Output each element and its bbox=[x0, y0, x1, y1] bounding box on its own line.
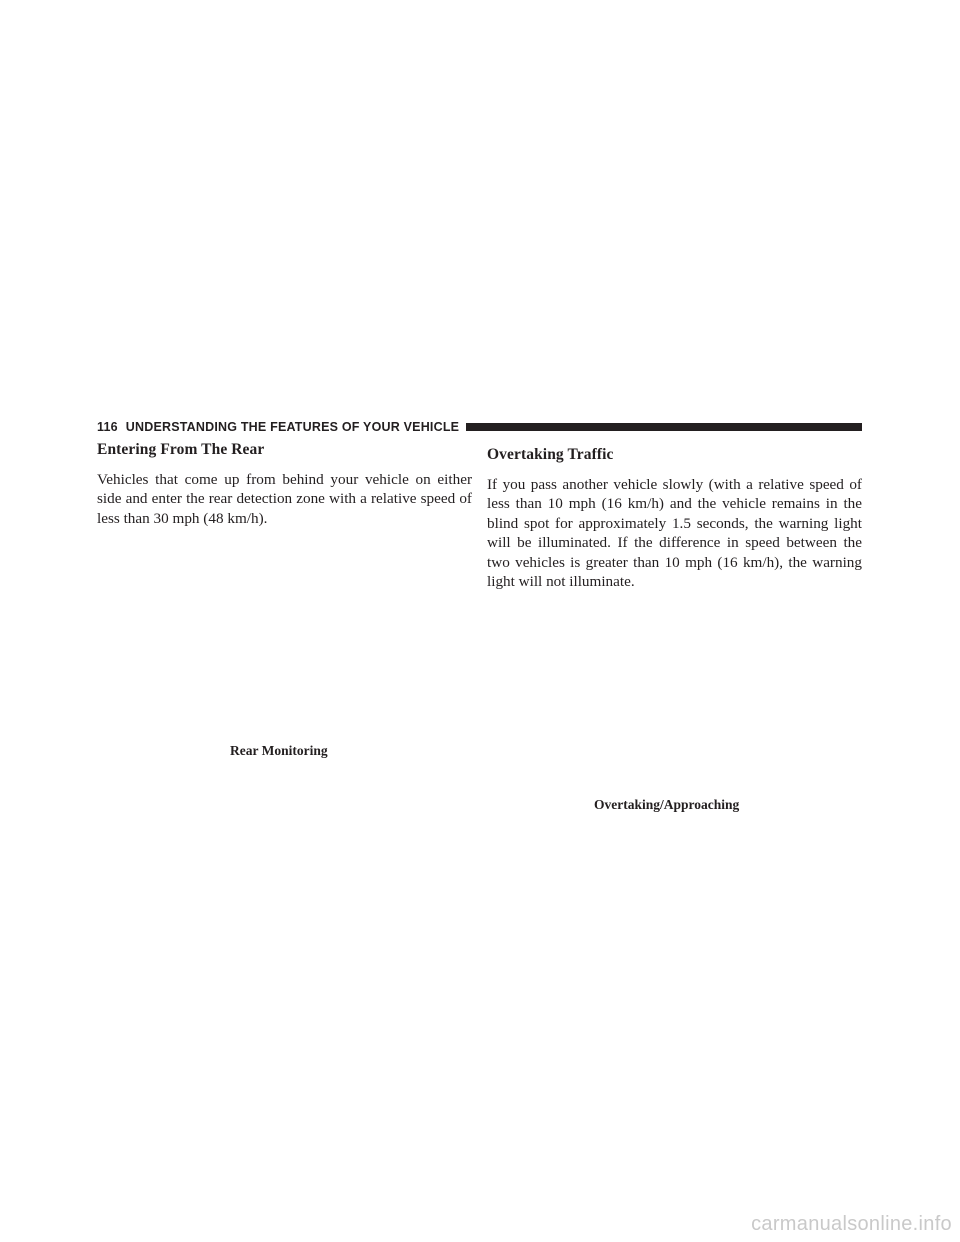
left-column bbox=[97, 440, 472, 528]
paragraph-overtaking-traffic: If you pass another vehicle slowly (with a relative speed of less than 10 mph (16 km/h) and the vehicle remains in the blind spot for approximately 1.5 seconds, the warning light will be illuminated. If the difference in speed between the two vehicles is greater than 10 mph (16 km/h), the warning light will not illuminate. bbox=[487, 476, 862, 591]
paragraph-entering-from-rear: Vehicles that come up from behind your vehicle on either side and enter the rear detection zone with a relative speed of less than 30 mph (48 km/h). bbox=[97, 471, 472, 527]
figure-caption-rear-monitoring: Rear Monitoring bbox=[230, 743, 328, 758]
section-title: UNDERSTANDING THE FEATURES OF YOUR VEHICLE bbox=[125, 420, 460, 434]
heading-entering-from-rear: Entering From The Rear bbox=[97, 441, 265, 458]
heading-overtaking-traffic: Overtaking Traffic bbox=[487, 446, 614, 463]
right-column bbox=[487, 440, 862, 591]
page-number: 116 bbox=[97, 420, 118, 434]
page-header bbox=[97, 418, 862, 436]
watermark: carmanualsonline.info bbox=[751, 1213, 952, 1235]
header-rule bbox=[466, 423, 862, 431]
figure-caption-overtaking: Overtaking/Approaching bbox=[594, 797, 740, 812]
